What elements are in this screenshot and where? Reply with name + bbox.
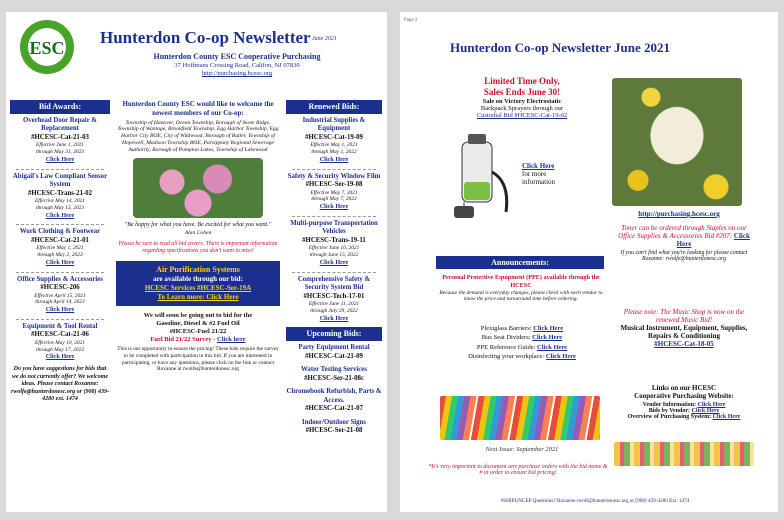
fuel-body: This is our opportunity to ensure the pricing! These bids require the survey to be completed with participation in this bid. If you are interested in participating, or have any questions, please click on the link or contact Roxanne at rwolfe@hunterdonesc.org: [117, 346, 279, 373]
link-row: [440, 352, 604, 361]
quote-author: Alan Cohen: [184, 229, 212, 236]
link-row-label: Bus Seat Dividers:: [481, 334, 533, 342]
bid-name: Water Testing Services: [301, 366, 367, 374]
divider: [292, 272, 376, 273]
bid-awards-heading: Bid Awards:: [10, 100, 110, 114]
bid-effective-end: through May 2, 2023: [37, 252, 83, 259]
bid-code: #HCESC-Ser-21-08: [305, 427, 363, 435]
divider: [16, 224, 104, 225]
bid-code: #HCESC-Trans-21-02: [27, 189, 93, 197]
bid-effective-start: Effective June 1, 2021: [36, 142, 84, 149]
air-line1: are available through our bid:: [153, 275, 243, 284]
purchasing-url[interactable]: http://purchasing.hcesc.org: [638, 210, 720, 218]
bid-awards-column: [10, 100, 110, 404]
music-note-text: Please note: The Music Shop is now on the renewed Music Bid!: [623, 308, 745, 324]
fuel-line1: We will soon be going out to bid for the: [143, 311, 253, 319]
bid-item: [10, 323, 110, 361]
bid-name: Industrial Supplies & Equipment: [302, 117, 366, 133]
suggestion-note: Do you have suggestions for bids that we do not currently offer? We welcome ideas. Please contact Roxanne: rwolfe@hunterdonesc.org or (908) 439-4280 ext. 1474: [11, 366, 109, 403]
bid-effective-end: through July 29, 2022: [310, 307, 358, 314]
esc-logo: [12, 18, 82, 76]
bid-effective-end: through May 13, 2023: [35, 204, 84, 211]
link-row: [440, 324, 604, 333]
link-row-label: PPE Reference Guide:: [476, 343, 538, 351]
bid-code: #HCESC-Cat-21-01: [31, 236, 89, 244]
bid-click-here-link[interactable]: Click Here: [319, 314, 349, 322]
subtitle: Hunterdon County ESC Cooperative Purchasing: [153, 52, 321, 61]
bid-click-here-link[interactable]: Click Here: [45, 306, 75, 314]
divider: [292, 216, 376, 217]
fuel-line2: Gasoline, Diesel & #2 Fuel Oil: [156, 319, 240, 327]
announcements-heading: Announcements:: [436, 256, 604, 269]
bid-item: [286, 366, 382, 383]
bid-effective-start: Effective May 1, 2021: [36, 245, 84, 252]
puppy-flowers-photo: [612, 78, 742, 206]
bid-item: [286, 117, 382, 164]
bid-click-here-link[interactable]: Click Here: [45, 211, 75, 219]
promo-heading1: Limited Time Only,: [484, 76, 560, 86]
sprayer-promo: [438, 76, 606, 119]
fuel-survey-link[interactable]: Click here: [217, 336, 246, 343]
bid-item: [10, 276, 110, 314]
newsletter-page-1: [6, 12, 387, 512]
page2-title: Hunterdon Co-op Newsletter June 2021: [450, 40, 671, 55]
promo-heading2: Sales Ends June 30!: [483, 86, 561, 97]
reminder: Please be sure to read all bid covers. There is important information regarding specifications you don't want to miss!: [118, 240, 278, 255]
fuel-survey-label: Fuel Bid 21/22 Survey -: [150, 336, 218, 343]
bid-name: Equipment & Tool Rental: [22, 322, 98, 330]
bid-effective-end: through May 1, 2022: [311, 149, 357, 156]
air-bid-link[interactable]: HCESC Services #HCESC-Ser-19A: [144, 284, 252, 293]
link-row-label: Overview of Purchasing System:: [627, 414, 713, 420]
bid-code: #HCESC-Cat-21-09: [305, 352, 363, 360]
bid-effective-end: through May 17, 2023: [35, 346, 84, 353]
link-row-label: Bids by Vendor:: [648, 408, 692, 414]
renewed-column: [286, 100, 382, 441]
bid-effective-start: Effective June 11, 2021: [308, 301, 360, 308]
bid-effective-start: Effective May 14, 2021: [35, 198, 85, 205]
ppe-title: Personal Protective Equipment (PPE) available through the HCESC: [442, 274, 600, 289]
bid-name: Overhead Door Repair & Replacement: [23, 117, 97, 133]
newsletter-month: June 2021: [312, 36, 337, 42]
renewed-heading: Renewed Bids:: [286, 100, 382, 114]
bid-name: Comprehensive Safety & Security System Bid: [297, 275, 371, 292]
link-row-click-here[interactable]: Click Here: [697, 402, 726, 408]
link-row-label: Disinfecting your workplace:: [468, 353, 546, 361]
bid-code: #HCESC-Ser-19-08: [305, 181, 363, 189]
announcement-links: [440, 324, 604, 362]
air-title: Air Purification Systems: [156, 265, 240, 275]
page-number: Page 2: [404, 18, 418, 23]
newsletter-page-2: [400, 12, 778, 512]
bid-item: [286, 173, 382, 211]
bid-code: #HCESC-206: [40, 284, 80, 292]
hydrangea-photo: [133, 158, 263, 218]
toner-note: [614, 224, 754, 262]
flower-border-photo: [614, 442, 754, 466]
fuel-line3: #HCESC-Fuel 21/22: [169, 327, 227, 335]
promo-line3[interactable]: Custodial Bid #HCESC-Cat-19-02: [476, 111, 568, 119]
new-members-list: Township of Hanover, Ocean Township, Borough of Stone Ridge, Township of Wantage, Brookfield Township, Egg Harbor Township, Egg Harbor City BOE, City of Wildwood, Borough of Butler, Township of Hopewell, Madison Township BOE, Parsippany Regional Sewerage Authority, Borough of Pompton Lakes, Township of Lakewood: [117, 119, 279, 154]
link-row: [614, 414, 754, 420]
bid-click-here-link[interactable]: Click Here: [319, 155, 349, 163]
link-row-click-here[interactable]: Click Here: [545, 353, 576, 361]
upcoming-heading: Upcoming Bids:: [286, 327, 382, 341]
links-heading2: Cooperative Purchasing Website:: [634, 392, 734, 400]
bid-effective-start: Effective April 15, 2021: [34, 292, 86, 299]
welcome-heading: Hunterdon County ESC would like to welcome the newest members of our Co-op:: [122, 100, 274, 117]
bid-effective-start: Effective May 7, 2021: [310, 189, 358, 196]
bid-code: #HCESC-Ser-21-08c: [304, 374, 364, 382]
bid-name: Work Clothing & Footwear: [19, 228, 101, 236]
bid-click-here-link[interactable]: Click Here: [319, 258, 349, 266]
toner-text: Toner can be ordered through Staples on our Office Supplies & Accessories Bid #207:: [618, 224, 747, 240]
links-section: [614, 384, 754, 420]
bid-click-here-link[interactable]: Click Here: [319, 203, 349, 211]
newsletter-title: Hunterdon Co-op Newsletter: [100, 28, 311, 47]
backpack-sprayer-icon: [448, 132, 518, 228]
quote: "Be happy for what you have. Be excited for what you want.": [124, 222, 272, 229]
divider: [292, 169, 376, 170]
link-row-click-here[interactable]: Click Here: [533, 325, 564, 332]
bid-item: [286, 419, 382, 436]
toner-link[interactable]: Click Here: [676, 232, 750, 248]
divider: [16, 169, 104, 170]
bid-click-here-link[interactable]: Click Here: [45, 258, 75, 266]
bid-name: Chromebook Refurbish, Parts & Access.: [286, 388, 382, 404]
bid-effective-start: Effective May 1, 2021: [310, 142, 358, 149]
ppe-body: Because the demand is everyday changes, please check with each vendor to know the price and turnaround time before ordering.: [439, 289, 603, 303]
link-row-click-here[interactable]: Click Here: [537, 343, 568, 351]
bid-code: #HCESC-Cat-21-06: [31, 331, 89, 339]
bid-effective-end: through May 7, 2022: [311, 196, 357, 203]
bid-item: [286, 276, 382, 323]
air-learn-more[interactable]: To Learn more: Click Here: [157, 292, 239, 301]
logo-text: ESC: [29, 38, 65, 58]
music-code[interactable]: #HCESC-Cat-18-05: [654, 340, 714, 348]
bid-item: [10, 173, 110, 220]
bid-item: [10, 228, 110, 266]
bid-name: Office Supplies & Accessories: [17, 275, 103, 283]
bid-item: [286, 344, 382, 361]
bid-code: #HCESC-Trans-19-11: [302, 236, 366, 244]
footer: #SHIPUNCEP Questions? Roxanne.rwolf@hunterdonesc.org or (908) 439-4280 Ext. 1474: [500, 498, 690, 504]
bid-effective-end: through May 31, 2023: [35, 149, 84, 156]
link-row: [440, 343, 604, 352]
link-row-label: Plexiglass Barriers:: [480, 325, 534, 332]
promo-link: [522, 162, 572, 186]
bid-name: Safety & Security Window Film: [287, 172, 381, 180]
colored-pencils-photo: [440, 396, 600, 440]
divider: [16, 272, 104, 273]
link-row-click-here[interactable]: Click Here: [691, 408, 720, 414]
bid-item: [286, 220, 382, 267]
bid-name: Multi-purpose Transportation Vehicles: [290, 219, 378, 236]
bid-code: #HCESC-Cat-19-09: [305, 133, 363, 141]
website-link[interactable]: http://purchasing.hcesc.org: [201, 70, 273, 77]
bid-item: [10, 117, 110, 164]
address: 37 Hoffmans Crossing Road, Califon, NJ 07830: [174, 62, 300, 69]
bid-effective-start: Effective June 16, 2021: [308, 245, 360, 252]
music-note: [614, 308, 754, 348]
link-row-click-here[interactable]: Click Here: [532, 334, 563, 342]
bid-name: Indoor/Outdoor Signs: [302, 418, 366, 426]
bid-code: #HCESC-Tech-17-01: [303, 292, 365, 300]
promo-line1: Sale on Victory Electrostatic: [482, 97, 562, 105]
next-issue: Next Issue: September 2021: [485, 446, 559, 453]
bid-effective-start: Effective May 10, 2021: [35, 339, 85, 346]
divider: [16, 319, 104, 320]
middle-column: [116, 100, 280, 373]
bid-effective-end: through June 15, 2022: [309, 252, 359, 259]
bid-name: Abigail's Law Compliant Sensor System: [12, 172, 108, 189]
promo-line2: Backpack Sprayers through our: [480, 104, 564, 112]
bid-click-here-link[interactable]: Click Here: [45, 353, 75, 361]
promo-link-rest: for more information: [522, 170, 556, 186]
air-purification-box: [116, 261, 280, 305]
bid-click-here-link[interactable]: Click Here: [45, 155, 75, 163]
toner-contact: If you can't find what you're looking for please contact Roxanne: rwolfe@hunterdonesc.org: [620, 250, 748, 262]
link-row: [440, 333, 604, 342]
announcements-body: [436, 274, 606, 303]
bid-item: [286, 388, 382, 413]
music-line: Musical Instrument, Equipment, Supplies, Repairs & Conditioning: [620, 324, 748, 340]
link-row-label: Vendor Information:: [642, 402, 698, 408]
promo-click-here[interactable]: Click Here: [522, 162, 555, 170]
bid-code: #HCESC-Cat-21-03: [31, 133, 89, 141]
bid-name: Party Equipment Rental: [298, 344, 370, 352]
link-row-click-here[interactable]: Click Here: [712, 414, 741, 420]
bid-effective-end: through April 14, 2023: [35, 299, 85, 306]
links-heading1: Links on our HCESC: [651, 384, 717, 392]
bid-code: #HCESC-Cat-21-07: [305, 405, 363, 413]
po-warning: *It's very important to document any purchase orders with the bid name & # in order to ensure bid pricing!: [428, 464, 608, 476]
